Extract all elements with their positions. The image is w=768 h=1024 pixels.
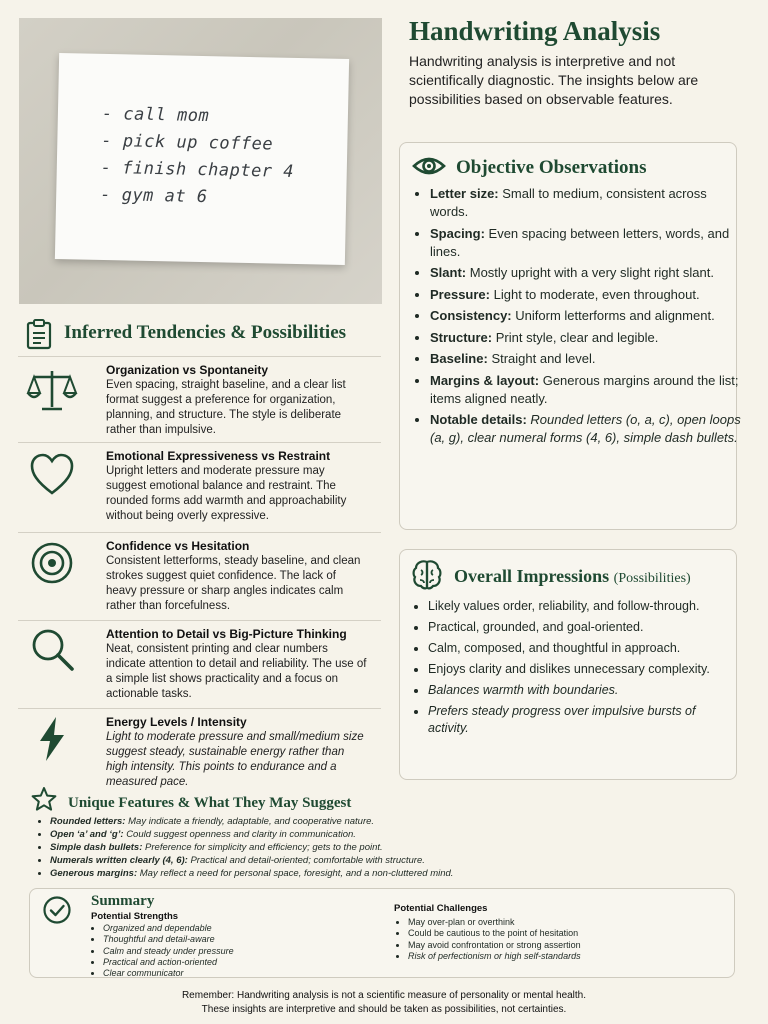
challenge-item: • May over-plan or overthink [408,917,728,928]
observations-title: Objective Observations [456,157,647,178]
magnifier-icon [26,623,78,675]
scales-icon [26,365,78,417]
tendency-body: Upright letters and moderate pressure may suggest emotional balance and restraint. The rounded forms add warmth and approachability without being overly expressive. [106,465,347,522]
strength-item: • Practical and action-oriented [103,957,393,968]
tendency-heading: Confidence vs Hesitation [106,539,250,553]
strength-item: • Clear communicator [103,968,393,979]
strength-item: • Calm and steady under pressure [103,946,393,957]
tendency-heading: Organization vs Spontaneity [106,363,269,377]
note-card [55,53,349,265]
strengths-title: Potential Strengths [91,911,179,922]
unique-item: • Rounded letters: May indicate a friendly, adaptable, and cooperative nature. [50,815,750,828]
footer-line: These insights are interpretive and should be taken as possibilities, not certainties. [201,1004,567,1015]
note-line: - call mom [101,103,210,127]
unique-item: • Open ‘a’ and ‘g’: Could suggest openness and clarity in communication. [50,828,750,841]
tendency-heading: Energy Levels / Intensity [106,715,247,729]
summary-card [29,888,735,978]
tendency-body: Neat, consistent printing and clear numbers indicate attention to detail and reliability. The use of a simple list shows practicality and a focus on actionable tasks. [106,643,367,700]
observations-card [399,142,741,530]
challenge-item: • Could be cautious to the point of hesitation [408,928,728,939]
star-icon [31,786,57,812]
impression-item: • Balances warmth with boundaries. [428,682,738,699]
tendency-body: Consistent letterforms, steady baseline, and clean strokes suggest quiet confidence. The lack of heavy pressure or sharp angles indicates calm rather than forcefulness. [106,555,361,612]
observation-item: • Consistency: Uniform letterforms and alignment. [430,307,746,325]
impressions-title: Overall Impressions (Possibilities) [454,566,691,586]
impression-item: • Practical, grounded, and goal-oriented. [428,619,738,636]
unique-item: • Simple dash bullets: Preference for simplicity and efficiency; gets to the point. [50,841,750,854]
impressions-card [399,549,737,780]
observation-item: • Slant: Mostly upright with a very slight right slant. [430,264,746,282]
tendency-row [18,620,381,709]
note-line: - pick up coffee [101,130,274,155]
observation-item: • Spacing: Even spacing between letters, words, and lines. [430,225,746,261]
observation-item: • Baseline: Straight and level. [430,350,746,368]
impression-item: • Calm, composed, and thoughtful in approach. [428,640,738,657]
observations-list [414,185,746,451]
strength-item: • Organized and dependable [103,923,393,934]
unique-item: • Generous margins: May reflect a need for personal space, foresight, and a non-cluttered mind. [50,867,750,880]
tendency-body: Light to moderate pressure and small/medium size suggest steady, sustainable energy rather than high intensity. This points to endurance and a measured pace. [106,731,364,788]
challenges-title: Potential Challenges [394,903,488,914]
tendency-heading: Emotional Expressiveness vs Restraint [106,449,331,463]
lightning-icon [26,713,78,765]
impression-item: • Prefers steady progress over impulsive bursts of activity. [428,703,738,737]
handwriting-photo [19,18,382,304]
observation-item: • Pressure: Light to moderate, even throughout. [430,286,746,304]
unique-item: • Numerals written clearly (4, 6): Practical and detail-oriented; comfortable with structure. [50,854,750,867]
check-circle-icon [42,895,72,925]
observation-item: • Margins & layout: Generous margins around the list; items aligned neatly. [430,372,746,408]
brain-icon [410,558,444,592]
tendency-row [18,708,381,793]
tendencies-title: Inferred Tendencies & Possibilities [64,322,347,343]
challenge-item: • May avoid confrontation or strong assertion [408,940,728,951]
strength-item: • Thoughtful and detail-aware [103,934,393,945]
intro-text: Handwriting analysis is interpretive and not scientifically diagnostic. The insights below are possibilities based on observable features. [409,53,699,107]
observation-item: • Structure: Print style, clear and legible. [430,329,746,347]
tendency-row [18,356,381,443]
unique-title: Unique Features & What They May Suggest [68,795,352,811]
impression-item: • Enjoys clarity and dislikes unnecessary complexity. [428,661,738,678]
observation-item: • Notable details: Rounded letters (o, a, c), open loops (a, g), clear numeral forms (4, 6), simple dash bullets. [430,411,746,447]
footer-disclaimer [0,989,768,1017]
target-icon [26,537,78,589]
challenge-item: • Risk of perfectionism or high self-standards [408,951,728,962]
tendency-body: Even spacing, straight baseline, and a clear list format suggest a preference for organization, planning, and structure. The style is deliberate rather than impulsive. [106,379,346,436]
impressions-list [414,598,738,741]
heart-icon [26,449,78,501]
tendency-row [18,442,381,533]
observation-item: • Letter size: Small to medium, consistent across words. [430,185,746,221]
unique-list [34,815,750,880]
impression-item: • Likely values order, reliability, and follow-through. [428,598,738,615]
eye-icon [412,153,446,179]
challenges-list [396,917,728,962]
note-line: - finish chapter 4 [100,157,295,182]
note-line: - gym at 6 [100,184,208,208]
clipboard-icon [26,318,52,350]
tendency-row [18,532,381,621]
strengths-list [91,923,393,979]
page-title: Handwriting Analysis [409,16,661,46]
footer-line: Remember: Handwriting analysis is not a scientific measure of personality or mental health. [181,990,587,1001]
tendency-heading: Attention to Detail vs Big-Picture Thinking [106,627,347,641]
summary-title: Summary [91,893,155,909]
